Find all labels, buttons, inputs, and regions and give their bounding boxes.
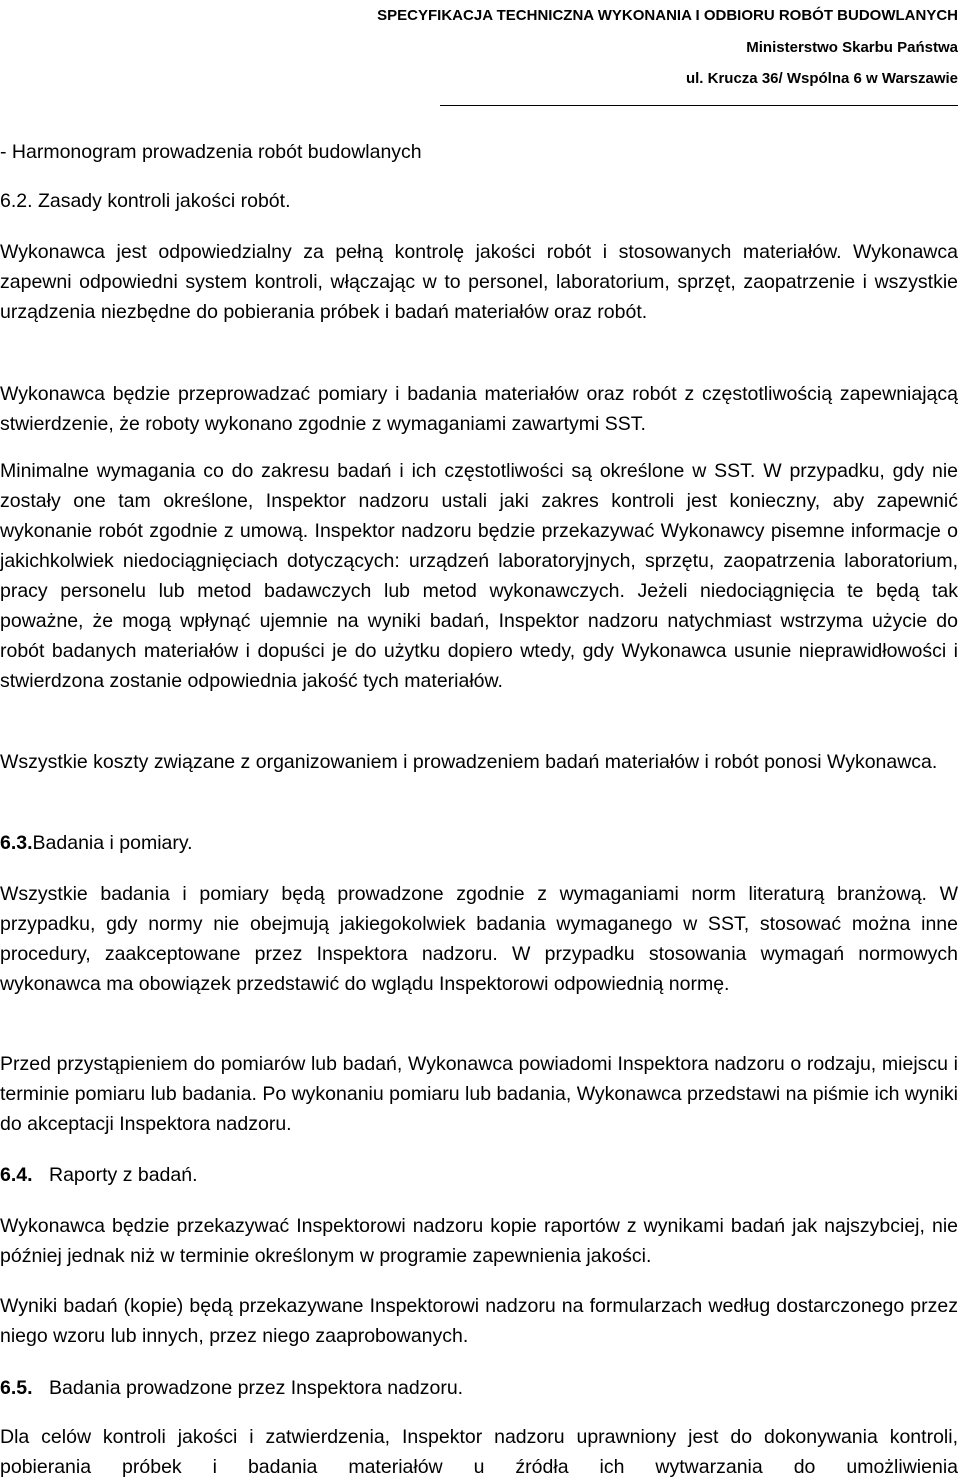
section-title: Raporty z badań. bbox=[49, 1164, 198, 1186]
section-title: Zasady kontroli jakości robót. bbox=[37, 190, 291, 212]
paragraph: Wszystkie badania i pomiary będą prowadzone zgodnie z wymaganiami norm literaturą branżową. W przypadku, gdy normy nie obejmują jakiegokolwiek badania wymaganego w SST, stosować można inne procedury, zaakceptowane przez Inspektora nadzoru. W przypadku stosowania wymagań normowych wykonawca ma obowiązek przedstawić do wglądu Inspektorowi odpowiednią normę. bbox=[0, 883, 958, 995]
section-title: Badania prowadzone przez Inspektora nadzoru. bbox=[49, 1377, 464, 1399]
section-heading-6-4 bbox=[0, 1160, 958, 1190]
section-heading-6-3 bbox=[0, 828, 958, 858]
section-number: 6.5. bbox=[0, 1377, 33, 1399]
section-title: Badania i pomiary. bbox=[32, 832, 193, 854]
header-ministry: Ministerstwo Skarbu Państwa bbox=[746, 38, 958, 56]
paragraph: Minimalne wymagania co do zakresu badań i ich częstotliwości są określone w SST. W przypadku, gdy nie zostały one tam określone, Inspektor nadzoru ustali jaki zakres kontroli jest konieczny, aby zapewnić wykonanie robót zgodnie z umową. Inspektor nadzoru będzie przekazywać Wykonawcy pisemne informacje o jakichkolwiek niedociągnięciach dotyczących: urządzeń laboratoryjnych, sprzętu, zaopatrzenia laboratorium, pracy personelu lub metod badawczych lub metod wykonawczych. Jeżeli niedociągnięcia te będą tak poważne, że mogą wpłynąć ujemnie na wyniki badań, Inspektor nadzoru natychmiast wstrzyma użycie do robót badanych materiałów i dopuści je do użytku dopiero wtedy, gdy Wykonawca usunie nieprawidłowości i stwierdzona zostanie odpowiednia jakość tych materiałów. bbox=[0, 460, 958, 692]
section-number: 6.2. bbox=[0, 190, 33, 212]
page-header bbox=[358, 0, 958, 95]
paragraph: Wszystkie koszty związane z organizowaniem i prowadzeniem badań materiałów i robót ponosi Wykonawca. bbox=[0, 751, 938, 773]
paragraph: Przed przystąpieniem do pomiarów lub badań, Wykonawca powiadomi Inspektora nadzoru o rodzaju, miejscu i terminie pomiaru lub badania. Po wykonaniu pomiaru lub badania, Wykonawca przedstawi na piśmie ich wyniki do akceptacji Inspektora nadzoru. bbox=[0, 1053, 958, 1135]
header-divider bbox=[440, 105, 958, 106]
section-number: 6.3. bbox=[0, 832, 33, 854]
paragraph: Wyniki badań (kopie) będą przekazywane Inspektorowi nadzoru na formularzach według dostarczonego przez niego wzoru lub innych, przez niego zaaprobowanych. bbox=[0, 1295, 958, 1347]
section-number: 6.4. bbox=[0, 1164, 33, 1186]
section-heading-6-2 bbox=[0, 186, 958, 216]
paragraph: Dla celów kontroli jakości i zatwierdzenia, Inspektor nadzoru uprawniony jest do dokonywania kontroli, pobierania próbek i badania materiałów u źródła ich wytwarzania do umożliwienia bbox=[0, 1426, 958, 1478]
paragraph: Wykonawca będzie przekazywać Inspektorowi nadzoru kopie raportów z wynikami badań jak najszybciej, nie później jednak niż w terminie określonym w programie zapewnienia jakości. bbox=[0, 1215, 958, 1267]
header-spec-title: SPECYFIKACJA TECHNICZNA WYKONANIA I ODBIORU ROBÓT BUDOWLANYCH bbox=[377, 7, 958, 24]
header-address: ul. Krucza 36/ Wspólna 6 w Warszawie bbox=[685, 70, 958, 87]
list-item-harmonogram: - Harmonogram prowadzenia robót budowlanych bbox=[0, 141, 422, 163]
paragraph: Wykonawca będzie przeprowadzać pomiary i badania materiałów oraz robót z częstotliwością zapewniającą stwierdzenie, że roboty wykonano zgodnie z wymaganiami zawartymi SST. bbox=[0, 383, 958, 435]
section-heading-6-5 bbox=[0, 1373, 958, 1403]
paragraph: Wykonawca jest odpowiedzialny za pełną kontrolę jakości robót i stosowanych materiałów. Wykonawca zapewni odpowiedni system kontroli, włączając w to personel, laboratorium, sprzęt, zaopatrzenie i wszystkie urządzenia niezbędne do pobierania próbek i badań materiałów oraz robót. bbox=[0, 241, 958, 323]
